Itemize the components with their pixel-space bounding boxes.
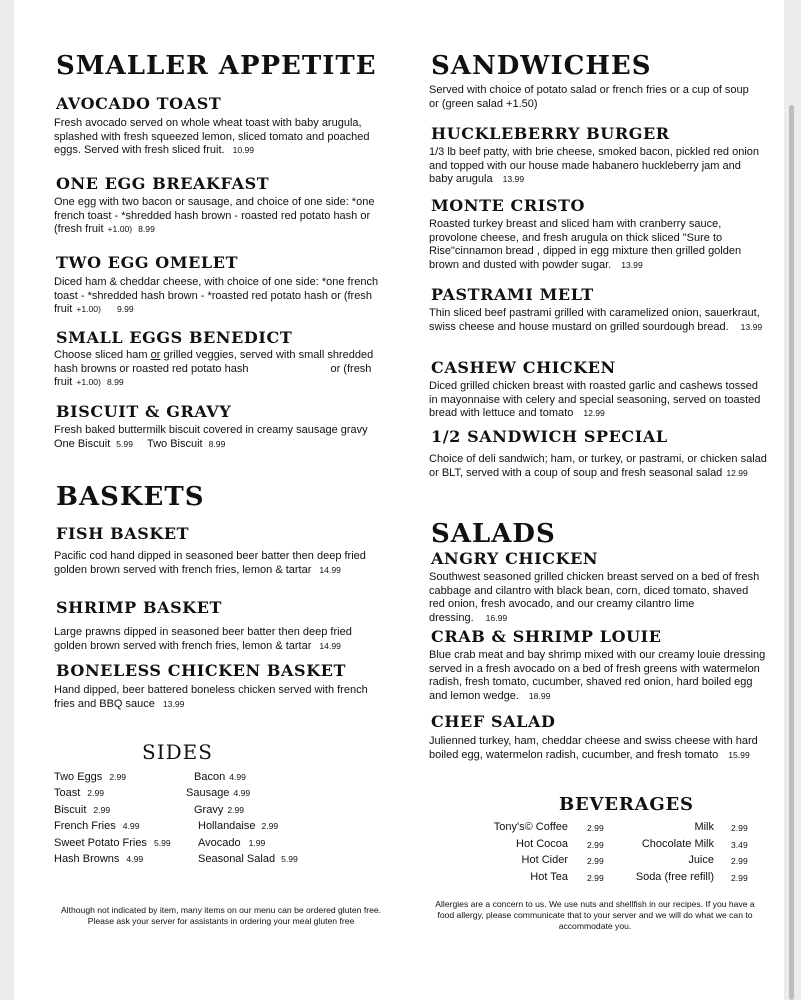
beverage-price: 2.99 [587,839,604,850]
item-desc-text: Blue crab meat and bay shrimp mixed with our creamy louie dressing served in a fresh avocado on a bed of fresh greens with watermelon radish, fresh tomato, cucumber, shaved red onion, hard boiled egg and lemon wedge. [429,649,766,702]
side-name: Biscuit [54,803,87,816]
side-name: Avocado [198,836,241,849]
item-desc-boneless-chicken-basket [54,684,384,711]
side-price: 4.99 [126,853,144,864]
item-title-cashew-chicken: CASHEW CHICKEN [431,358,616,377]
item-title-pastrami-melt: PASTRAMI MELT [431,285,594,304]
item-price: 18.99 [528,690,551,701]
side-item [54,787,171,800]
side-price: 1.99 [248,837,266,848]
side-name: French Fries [54,820,116,833]
sandwiches-intro: Served with choice of potato salad or french fries or a cup of soup or (green salad +1.50) [429,84,749,110]
item-price: 13.99 [621,259,643,270]
beverages-col1-prices [587,822,604,885]
scrollbar[interactable] [789,105,794,1000]
beverage-name: Milk [694,821,714,833]
item-desc-cashew-chicken [429,380,769,421]
item-price: 12.99 [583,408,605,419]
item-title-shrimp-basket: SHRIMP BASKET [56,598,223,617]
side-item [198,837,298,850]
item-desc-avocado-toast [54,117,384,158]
side-item [54,853,171,866]
item-price: 8.99 [106,377,124,388]
item-desc-text: or (fresh fruit [54,362,372,389]
item-desc-text: Southwest seasoned grilled chicken breast served on a bed of fresh cabbage and cilantro with black bean, corn, diced tomato, shaved red onion, fresh avocado, and our creamy cilantro lime dressing. [429,571,760,624]
beverage-name: Hot Cocoa [516,837,568,850]
section-title-sandwiches: SANDWICHES [431,51,652,81]
item-desc-text: Diced ham & cheddar cheese, with choice of one side: *one french toast - *shredded hash brown - *roasted red potato hash or (fresh fruit [54,276,379,316]
item-title-angry-chicken: ANGRY CHICKEN [431,549,599,568]
item-extra-price: +1.00) [107,224,133,235]
beverage-price: 2.99 [587,872,604,883]
side-item [54,804,171,817]
item-desc-biscuit-gravy: Fresh baked buttermilk biscuit covered in creamy sausage gravy [54,424,368,436]
item-desc-text: Pacific cod hand dipped in seasoned beer batter then deep fried golden brown served with french fries, lemon & tartar [54,550,366,576]
item-desc-pastrami-melt [429,307,764,334]
item-desc-text: Choice of deli sandwich; ham, or turkey, or pastrami, or chicken salad or BLT, served with a coup of soup and fresh seasonal salad [429,453,767,479]
side-name: Toast [54,787,81,800]
item-desc-text: Roasted turkey breast and sliced ham with cranberry sauce, provolone cheese, and fresh arugula on thick sliced "Sure to Rise"cinnamon bread , dipped in egg mixture then grilled golden brown and dusted with powder sugar. [429,218,742,271]
gluten-free-note: Although not indicated by item, many items on our menu can be ordered gluten free. Please ask your server for assistants in ordering your meal gluten free [60,905,382,926]
beverage-name: Hot Cider [521,854,568,866]
item-title-one-egg-breakfast: ONE EGG BREAKFAST [56,174,270,193]
item-desc-text: 1/3 lb beef patty, with brie cheese, smoked bacon, pickled red onion and topped with our house made habanero huckleberry jam and baby arugula [429,146,759,186]
side-name: Two Eggs [54,771,103,783]
allergy-note: Allergies are a concern to us. We use nuts and shellfish in our recipes. If you have a food allergy, please communicate that to your server and we will do what we can to accommodate you. [435,899,755,931]
item-desc-two-egg-omelet [54,276,389,317]
side-item [198,820,298,833]
side-name: Hash Browns [54,852,120,865]
beverage-name: Tony's© Coffee [493,821,568,833]
side-price: 5.99 [153,837,171,848]
item-price: 8.99 [138,224,155,235]
side-name: Bacon [194,771,226,783]
item-desc-text: Choose sliced ham [54,349,148,361]
item-extra-price: +1.00) [76,377,101,388]
sides-list-col2 [186,771,298,866]
beverage-name: Soda (free refill) [635,870,714,883]
beverage-price: 3.49 [731,839,748,850]
item-desc-text: One egg with two bacon or sausage, and choice of one side: *one french toast - *shredded hash brown - roasted red potato hash or (fresh fruit [54,196,375,236]
side-price: 4.99 [229,772,246,782]
item-title-fish-basket: FISH BASKET [56,524,190,543]
item-price: 12.99 [726,467,748,478]
item-desc-text: Thin sliced beef pastrami grilled with caramelized onion, sauerkraut, swiss cheese and house mustard on grilled sourdough bread. [429,307,760,333]
beverage-price: 2.99 [731,856,748,866]
beverages-col1-names [470,821,568,884]
item-desc-small-eggs-benedict [54,349,384,390]
beverage-name: Hot Tea [530,870,568,883]
sides-list-col1 [54,771,171,866]
item-price: 14.99 [319,640,341,651]
item-price: 13.99 [162,698,185,709]
item-title-crab-shrimp-louie: CRAB & SHRIMP LOUIE [431,627,662,646]
side-price: 4.99 [122,821,140,832]
item-price: 13.99 [740,321,763,332]
beverage-name: Chocolate Milk [641,837,714,850]
side-price: 2.99 [109,772,127,782]
item-title-half-sandwich-special: 1/2 SANDWICH SPECIAL [431,427,668,446]
item-price: 14.99 [319,564,341,575]
item-title-huckleberry-burger: HUCKLEBERRY BURGER [431,124,670,143]
side-name: Hollandaise [198,820,256,833]
side-name: Gravy [194,803,224,816]
item-desc-huckleberry-burger [429,146,764,187]
item-desc-one-egg-breakfast [54,196,389,237]
side-name: Sweet Potato Fries [54,836,147,849]
section-title-baskets: BASKETS [56,482,205,512]
item-desc-half-sandwich-special [429,453,769,480]
side-item [186,787,298,800]
side-price: 2.99 [93,804,111,815]
section-title-sides: SIDES [142,740,213,764]
item-price: 9.99 [116,304,134,315]
side-name: Seasonal Salad [198,852,276,865]
item-price: 15.99 [728,749,750,760]
item-desc-angry-chicken [429,571,764,625]
beverage-price: 2.99 [731,823,748,833]
side-item [54,771,171,784]
side-item [194,804,298,817]
item-desc-chef-salad [429,735,769,762]
option-label: One Biscuit [54,438,111,450]
item-price: 16.99 [485,612,508,623]
item-desc-shrimp-basket [54,626,384,653]
beverages-col2-names [612,821,714,884]
item-desc-or: or [150,349,161,361]
beverage-price: 2.99 [587,823,604,833]
beverage-price: 2.99 [731,872,748,883]
side-item [194,771,298,784]
side-item [54,820,171,833]
side-price: 5.99 [281,853,298,864]
item-title-boneless-chicken-basket: BONELESS CHICKEN BASKET [56,661,347,680]
side-price: 2.99 [227,804,245,815]
side-name: Sausage [186,787,230,800]
side-item [198,853,298,866]
beverage-name: Juice [688,854,714,866]
item-desc-text: grilled veggies, served with small shredded hash browns or roasted red potato hash [54,349,374,375]
item-desc-text: Large prawns dipped in seasoned beer batter then deep fried golden brown served with french fries, lemon & tartar [54,626,352,652]
section-title-smaller-appetite: SMALLER APPETITE [56,51,377,81]
item-extra-price: +1.00) [76,304,101,315]
item-title-monte-cristo: MONTE CRISTO [431,196,586,215]
item-desc-monte-cristo [429,218,764,272]
side-price: 2.99 [261,821,279,832]
item-desc-fish-basket [54,550,384,577]
side-item [54,837,171,850]
item-price: 13.99 [502,174,525,185]
item-title-small-eggs-benedict: SMALL EGGS BENEDICT [56,328,293,347]
beverage-price: 2.99 [587,856,604,866]
option-price: 8.99 [208,439,226,449]
item-title-avocado-toast: AVOCADO TOAST [56,94,222,113]
item-desc-crab-shrimp-louie [429,649,769,703]
option-price: 5.99 [116,439,133,449]
item-desc-text: Fresh avocado served on whole wheat toast with baby arugula, splashed with fresh squeezed lemon, sliced tomato and poached eggs. Served with fresh sliced fruit. [54,117,370,157]
biscuit-options [54,438,225,452]
beverages-col2-prices [731,822,748,885]
section-title-beverages: BEVERAGES [559,794,694,815]
item-price: 10.99 [232,145,255,156]
section-title-salads: SALADS [431,519,556,549]
item-desc-text: Julienned turkey, ham, cheddar cheese and swiss cheese with hard boiled egg, watermelon radish, cucumber, and fresh tomato [429,735,758,761]
item-title-chef-salad: CHEF SALAD [431,712,556,731]
item-title-two-egg-omelet: TWO EGG OMELET [56,253,239,272]
item-desc-text: Hand dipped, beer battered boneless chicken served with french fries and BBQ sauce [54,684,368,710]
item-title-biscuit-gravy: BISCUIT & GRAVY [56,402,232,421]
side-price: 2.99 [87,788,105,799]
side-price: 4.99 [233,788,251,799]
option-label: Two Biscuit [146,438,203,450]
item-desc-text: Diced grilled chicken breast with roasted garlic and cashews tossed in mayonnaise with celery and special seasoning, served on toasted bread with lettuce and tomato [429,380,761,420]
